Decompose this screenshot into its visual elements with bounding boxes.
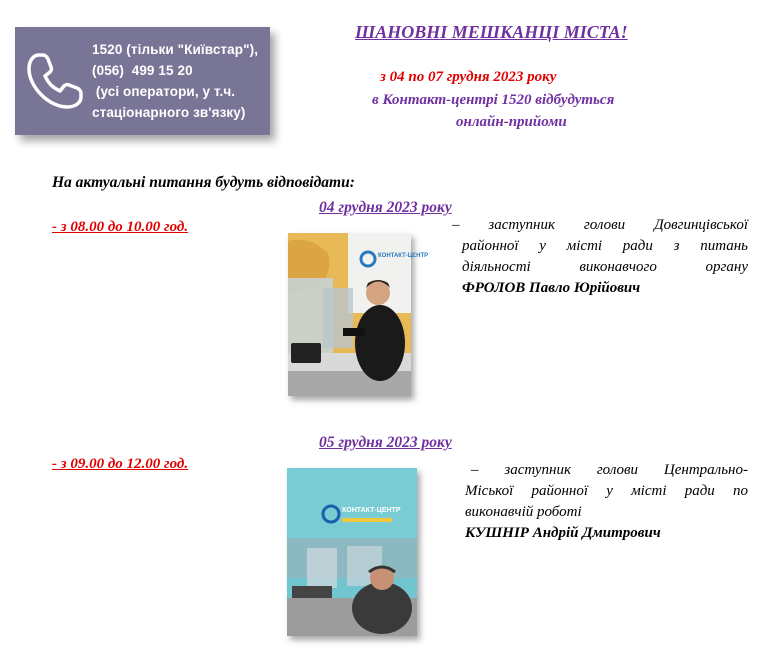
official-name: КУШНІР Андрій Дмитрович xyxy=(465,525,661,541)
role-line: – заступник голови Довгинцівської xyxy=(452,217,748,233)
role-line: районної у місті ради з питань xyxy=(462,238,748,254)
event-format: онлайн-прийоми xyxy=(456,114,567,130)
phone-handset-icon xyxy=(19,45,91,117)
official-name: ФРОЛОВ Павло Юрійович xyxy=(462,280,641,296)
role-line: – заступник голови Центрально- xyxy=(471,462,748,478)
intro-text: На актуальні питання будуть відповідати: xyxy=(52,174,355,191)
official-photo-2 xyxy=(287,468,417,636)
contact-line: 1520 (тільки "Київстар"), xyxy=(92,42,259,57)
event-location: в Контакт-центрі 1520 відбудуться xyxy=(372,92,615,108)
session-date: 04 грудня 2023 року xyxy=(319,199,452,216)
role-line: виконавчій роботі xyxy=(465,504,582,520)
session-date: 05 грудня 2023 року xyxy=(319,434,452,451)
role-line: Міської районної у місті ради по xyxy=(465,483,748,499)
role-line: діяльності виконавчого органу xyxy=(462,259,748,275)
session-time: - з 09.00 до 12.00 год. xyxy=(52,456,189,472)
photo-sign: КОНТАКТ-ЦЕНТР xyxy=(378,253,429,259)
photo-sign: КОНТАКТ-ЦЕНТР xyxy=(342,507,401,514)
session-time: - з 08.00 до 10.00 год. xyxy=(52,219,189,235)
contact-line: (056) 499 15 20 xyxy=(92,63,193,78)
event-dates: з 04 по 07 грудня 2023 року xyxy=(380,69,557,85)
contact-info-box xyxy=(15,27,270,135)
official-photo-1 xyxy=(288,233,429,396)
session-description xyxy=(452,215,748,299)
contact-line: стаціонарного зв'язку) xyxy=(92,105,246,120)
contact-phone-lines xyxy=(92,39,258,123)
contact-line: (усі оператори, у т.ч. xyxy=(92,84,236,99)
session-description xyxy=(465,460,748,544)
page-title: ШАНОВНІ МЕШКАНЦІ МІСТА! xyxy=(355,22,628,42)
